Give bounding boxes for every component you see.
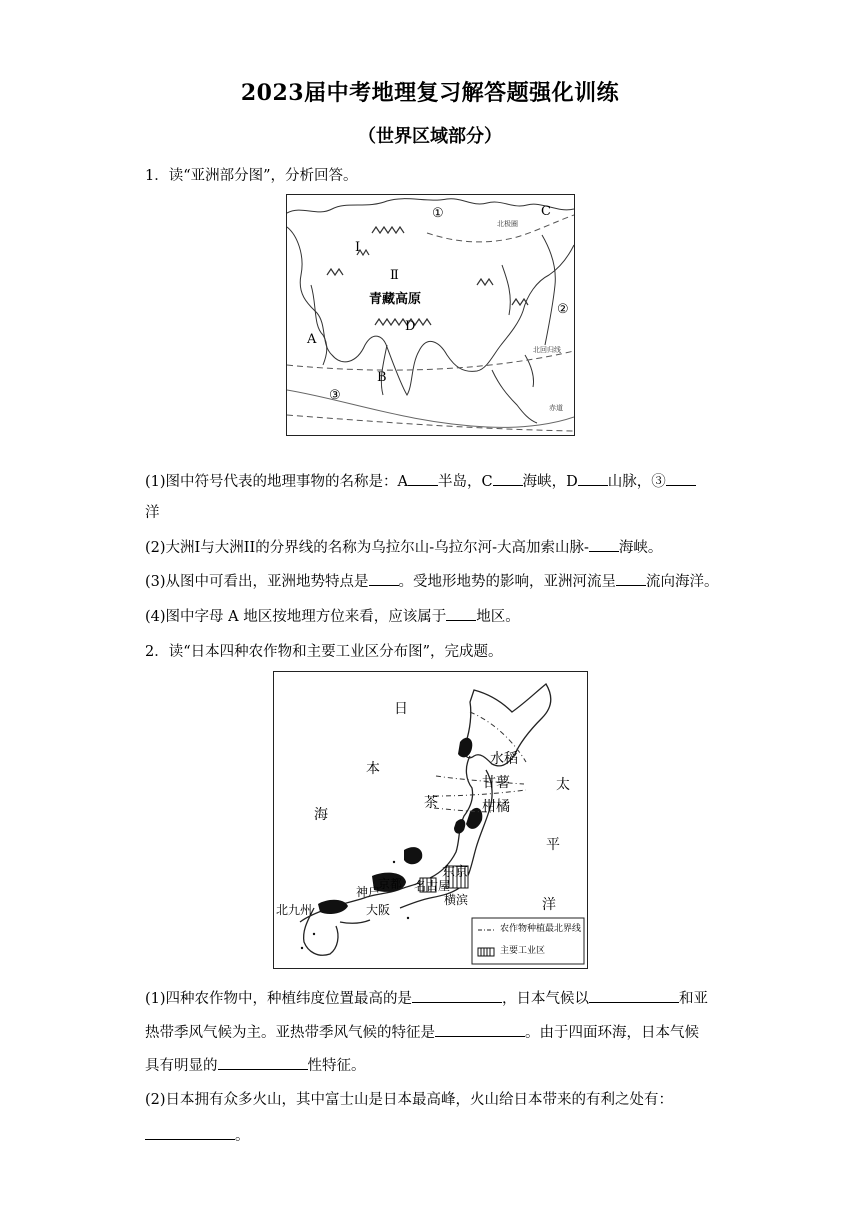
q2-part1-line2: [145, 1021, 699, 1042]
q2-part1-line1: [145, 987, 708, 1008]
q1-p4-text-b: 地区。: [476, 609, 520, 625]
japan-map: [273, 671, 588, 969]
q1-p3-text-a: (3)从图中可看出，亚洲地势特点是: [145, 574, 369, 590]
q2-p1-text-a: (1)四种农作物中，种植纬度位置最高的是: [145, 991, 413, 1007]
map-label-tea: 茶: [424, 795, 438, 811]
legend-crop-line-label: 农作物种植最北界线: [500, 924, 582, 934]
q1-part4: [145, 605, 520, 626]
answer-blank[interactable]: [369, 571, 399, 586]
map-label-kyoto: 京都: [378, 877, 403, 891]
map-label-kitakyushu: 北九州: [276, 903, 313, 917]
answer-blank[interactable]: [589, 988, 679, 1003]
legend-industry-label: 主要工业区: [500, 946, 546, 956]
q2-p1-text-f: 具有明显的: [145, 1058, 218, 1074]
answer-blank[interactable]: [435, 1022, 525, 1037]
map-label-circle-3: ③: [329, 388, 341, 403]
q1-p1-text-d: 山脉，③: [607, 474, 666, 490]
map-label-ri: 日: [394, 701, 408, 717]
q2-p1-text-c: 和亚: [679, 991, 709, 1007]
answer-blank[interactable]: [666, 471, 696, 486]
map-label-yokohama: 横滨: [444, 893, 469, 907]
q1-p3-text-c: 流向海洋。: [646, 574, 719, 590]
answer-blank[interactable]: [616, 571, 646, 586]
document-title: 2023届中考地理复习解答题强化训练: [240, 80, 620, 106]
q2-p1-text-g: 性特征。: [307, 1058, 366, 1074]
map-label-D: D: [405, 319, 416, 334]
q2-p1-text-b: ，日本气候以: [502, 991, 590, 1007]
q1-p4-text-a: (4)图中字母 A 地区按地理方位来看，应该属于: [145, 609, 447, 625]
q1-p2-text-b: 海峡。: [618, 540, 663, 556]
map-label-tai: 太: [556, 777, 570, 793]
answer-blank[interactable]: [218, 1055, 308, 1070]
map-label-A: A: [307, 332, 317, 347]
map-label-B: B: [377, 370, 387, 385]
document-subtitle: （世界区域部分）: [358, 126, 502, 147]
map-label-hai: 海: [314, 807, 328, 823]
answer-blank[interactable]: [589, 537, 619, 552]
q2-part1-line3: [145, 1054, 366, 1075]
asia-map: [286, 194, 575, 436]
q1-p2-text-a: (2)大洲I与大洲II的分界线的名称为乌拉尔山-乌拉尔河-大高加索山脉-: [145, 540, 589, 556]
map-label-nagoya: 名古屋: [414, 879, 451, 893]
q1-part1-line1: [145, 470, 696, 491]
q2-p2-text-b: 。: [235, 1128, 250, 1144]
q1-part2: [145, 536, 662, 557]
q2-p2-text-a: (2)日本拥有众多火山，其中富士山是日本最高峰，火山给日本带来的有利之处有：: [145, 1092, 674, 1108]
q2-stem: 2．读“日本四种农作物和主要工业区分布图”，完成题。: [145, 644, 503, 660]
answer-blank[interactable]: [446, 606, 476, 621]
map-label-ping: 平: [546, 837, 560, 853]
map-label-circle-1: ①: [432, 206, 444, 221]
map-label-kobe: 神户: [356, 885, 381, 899]
map-label-arctic-circle: 北极圈: [497, 220, 518, 228]
q2-part2-line2: [145, 1124, 250, 1145]
map-label-circle-2: ②: [557, 302, 569, 317]
map-label-tropic: 北回归线: [533, 346, 561, 354]
map-label-ben: 本: [366, 761, 380, 777]
map-label-II: Ⅱ: [390, 268, 399, 283]
map-label-rice: 水稻: [490, 751, 518, 767]
q1-p1-text-e: 洋: [145, 505, 160, 521]
answer-blank[interactable]: [145, 1125, 235, 1140]
map-label-tibetan-plateau: 青藏高原: [369, 292, 422, 307]
map-label-I: I: [355, 240, 361, 255]
q2-p1-text-d: 热带季风气候为主。亚热带季风气候的特征是: [145, 1025, 435, 1041]
map-label-sweet-potato: 甘薯: [482, 775, 510, 791]
q1-p1-text-c: 海峡，D: [522, 474, 578, 490]
answer-blank[interactable]: [408, 471, 438, 486]
answer-blank[interactable]: [412, 988, 502, 1003]
q1-p1-text-b: 半岛，C: [438, 474, 493, 490]
map-label-citrus: 柑橘: [482, 799, 510, 815]
q2-p1-text-e: 。由于四面环海，日本气候: [525, 1025, 699, 1041]
q1-p1-text-a: (1)图中符号代表的地理事物的名称是：A: [145, 474, 409, 490]
answer-blank[interactable]: [493, 471, 523, 486]
q1-p3-text-b: 。受地形地势的影响，亚洲河流呈: [398, 574, 617, 590]
map-label-C: C: [541, 204, 551, 219]
answer-blank[interactable]: [578, 471, 608, 486]
map-label-osaka: 大阪: [366, 903, 391, 917]
q1-stem: 1．读“亚洲部分图”，分析回答。: [145, 168, 358, 184]
q1-part3: [145, 570, 719, 591]
map-label-yang: 洋: [542, 897, 556, 913]
map-label-tokyo: 东京: [442, 865, 469, 880]
map-label-equator: 赤道: [549, 404, 563, 412]
